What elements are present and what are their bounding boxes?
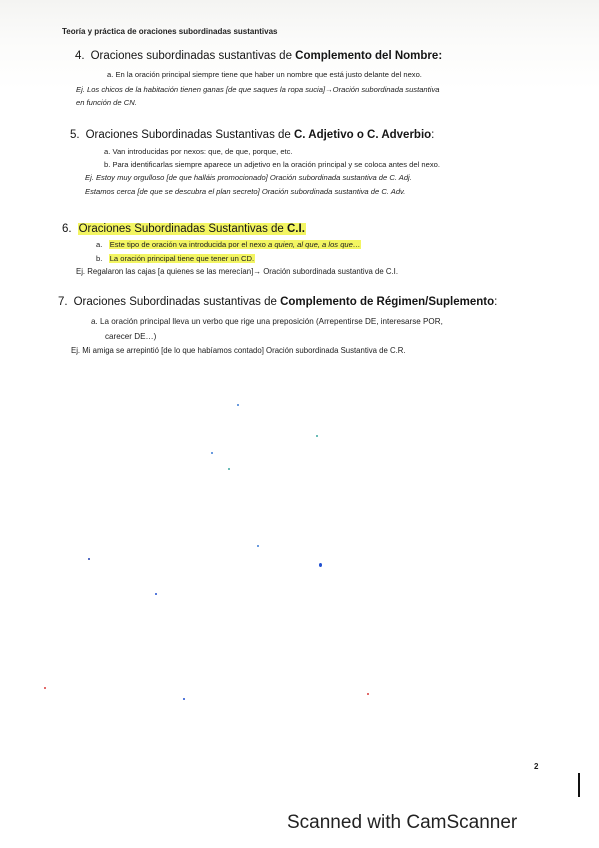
section-6-example: Ej. Regalaron las cajas [a quienes se las merecían]→ Oración subordinada sustantiva de C.I. [76, 267, 399, 276]
section-7-item-a: a. La oración principal lleva un verbo que rige una preposición (Arrepentirse DE, interesarse POR, [91, 317, 443, 326]
section-7-title-colon: : [494, 296, 498, 308]
scan-speck [228, 468, 230, 470]
section-6-item-a-text: Este tipo de oración va introducida por el nexo [109, 240, 268, 249]
section-5-example-2: Estamos cerca [de que se descubra el plan secreto] Oración subordinada sustantiva de C. Adv. [85, 187, 406, 196]
camscanner-watermark: Scanned with CamScanner [287, 812, 518, 833]
section-5-title-text: Oraciones Subordinadas Sustantivas de [85, 129, 294, 141]
section-4-title [75, 50, 442, 62]
page-number: 2 [534, 762, 539, 771]
edge-mark [578, 773, 580, 797]
section-6-number: 6. [62, 223, 72, 235]
section-4-title-bold: Complemento del Nombre [295, 50, 439, 62]
section-4-title-colon: : [438, 50, 443, 62]
document-header: Teoría y práctica de oraciones subordinadas sustantivas [62, 27, 278, 36]
scan-speck [237, 404, 239, 406]
section-6-item-a-highlight [109, 240, 362, 249]
section-7-item-a-continuation: carecer DE…) [105, 332, 157, 341]
section-5-number: 5. [70, 129, 80, 141]
section-6-item-b-label: b. [96, 254, 103, 263]
section-4-title-text: Oraciones subordinadas sustantivas de [90, 50, 296, 62]
section-6-item-b-text: La oración principal tiene que tener un CD. [109, 254, 255, 263]
scan-speck [44, 687, 46, 689]
section-6-title-text: Oraciones Subordinadas Sustantivas de [78, 223, 287, 235]
scan-speck [155, 593, 157, 595]
section-4-example-line-2: en función de CN. [76, 98, 137, 107]
section-6-item-b [96, 254, 255, 263]
section-6-title-highlight [78, 223, 306, 235]
scan-speck [319, 563, 322, 567]
section-7-number: 7. [58, 296, 68, 308]
scan-speck [367, 693, 369, 695]
section-4-number: 4. [75, 50, 85, 62]
scan-speck [183, 698, 185, 700]
section-7-example: Ej. Mi amiga se arrepintió [de lo que habíamos contado] Oración subordinada Sustantiva de C.R. [71, 346, 406, 355]
section-5-title [70, 129, 434, 141]
scan-speck [316, 435, 318, 437]
section-6-item-a-label: a. [96, 240, 103, 249]
section-5-item-a: a. Van introducidas por nexos: que, de que, porque, etc. [104, 147, 293, 156]
scan-speck [88, 558, 90, 560]
section-6-title-bold: C.I. [287, 223, 305, 235]
section-5-title-bold: C. Adjetivo o C. Adverbio [294, 129, 432, 141]
section-5-example-1: Ej. Estoy muy orgulloso [de que halláis promocionado] Oración subordinada sustantiva de C. Adj. [85, 173, 412, 182]
section-7-title [58, 296, 497, 308]
scan-speck [257, 545, 259, 547]
section-7-title-text: Oraciones Subordinadas sustantivas de [73, 296, 281, 308]
section-6-item-a [96, 240, 361, 249]
scan-speck [211, 452, 213, 454]
section-5-title-colon: : [431, 129, 435, 141]
section-7-title-bold: Complemento de Régimen/Suplemento [280, 296, 495, 308]
section-6-item-a-italic: a quien, al que, a los que… [268, 240, 361, 249]
section-6-title [62, 223, 306, 235]
section-5-item-b: b. Para identificarlas siempre aparece un adjetivo en la oración principal y se coloca antes del nexo. [104, 160, 441, 169]
section-4-example-line-1: Ej. Los chicos de la habitación tienen ganas [de que saques la ropa sucia]→Oración subordinada sustantiva [76, 85, 440, 94]
section-4-item-a: a. En la oración principal siempre tiene que haber un nombre que está justo delante del nexo. [107, 70, 422, 79]
